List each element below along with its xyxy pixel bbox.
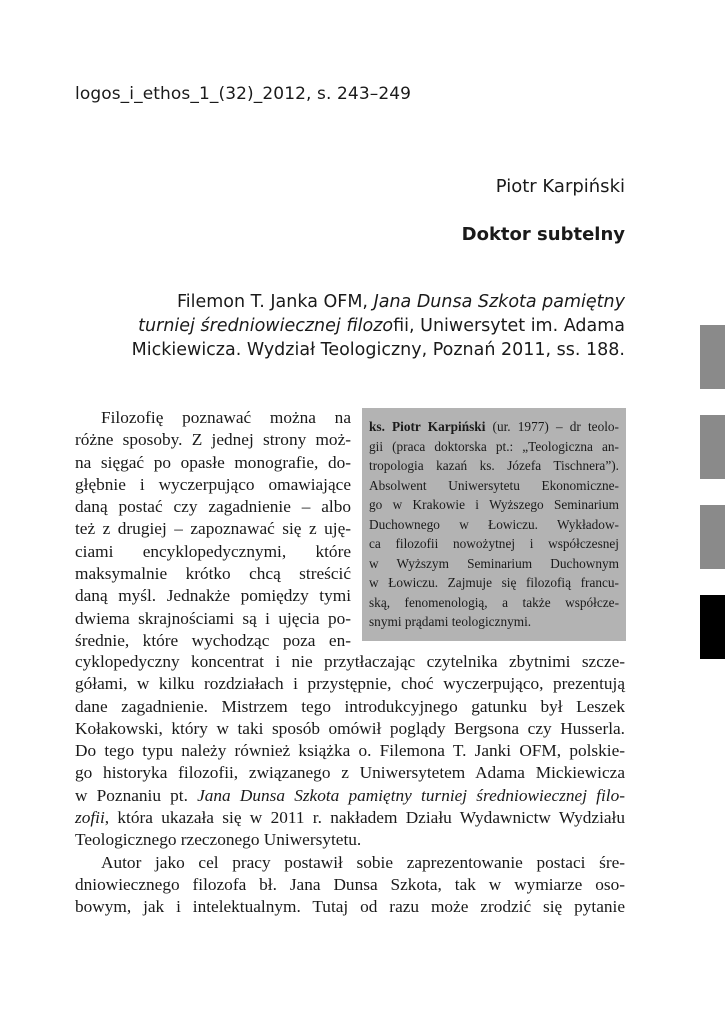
bio-line: w Łowiczu. Zajmuje się filozofią francu- <box>369 575 619 590</box>
article-author: Piotr Karpiński <box>495 176 625 197</box>
body-line: średnie, które wychodząc poza en- <box>75 630 351 650</box>
bio-line: Absolwent Uniwersytetu Ekonomiczne- <box>369 477 619 493</box>
bibliographic-note <box>65 290 625 362</box>
body-line: na sięgać po opasłe monografie, do- <box>75 452 351 472</box>
body-wide-column <box>75 651 625 919</box>
body-line <box>75 807 625 829</box>
section-tab-1 <box>700 325 725 389</box>
body-line: Do tego typu należy również książka o. Filemona T. Janki OFM, polskie- <box>75 741 625 761</box>
biblio-line-2 <box>65 314 625 338</box>
body-line: Filozofię poznawać można na <box>101 408 351 427</box>
body-line: dniowiecznego filozofa bł. Jana Dunsa Szkota, tak w wymiarze oso- <box>75 874 625 894</box>
book-title-italic: Jana Dunsa Szkota pamiętny turniej średniowiecznej filo- <box>197 785 625 805</box>
book-title-italic: zofii <box>75 808 105 828</box>
bio-line: ską, fenomenologią, a także współcze- <box>369 594 619 610</box>
body-line: też z drugiej – zapoznawać się z uję- <box>75 519 351 539</box>
body-line: go historyka filozofii, związanego z Uniwersytetem Adama Mickiewicza <box>75 763 625 783</box>
article-title: Doktor subtelny <box>461 224 625 245</box>
biblio-book-title-2: turniej średniowiecznej filozo <box>138 316 394 336</box>
biblio-author: Filemon T. Janka OFM, <box>176 292 374 312</box>
body-line: gółami, w kilku rozdziałach i przystępnie, choć wyczerpująco, prezentują <box>75 674 625 694</box>
journal-reference: logos_i_ethos_1_(32)_2012, s. 243–249 <box>75 84 412 104</box>
body-line: dane zagadnienie. Mistrzem tego introdukcyjnego gatunku był Leszek <box>75 696 625 716</box>
bio-line: w Wyższym Seminarium Duchownym <box>369 555 619 571</box>
bio-line: gii (praca doktorska pt.: „Teologiczna an- <box>369 438 619 454</box>
bio-line: ca filozofii nowożytnej i współczesnej <box>369 536 619 551</box>
section-tab-active <box>700 595 725 659</box>
body-line: daną postać czy zagadnienie – albo <box>75 497 351 517</box>
body-text: , która ukazała się w 2011 r. nakładem Działu Wydawnictw Wydziału <box>104 808 625 828</box>
section-tab-3 <box>700 505 725 569</box>
body-line: daną myśl. Jednakże pomiędzy tymi <box>75 586 351 606</box>
body-line: maksymalnie krótko chcą streścić <box>75 564 351 584</box>
body-line: dwiema skrajnościami są i ujęcia po- <box>75 608 351 628</box>
body-line: bowym, jak i intelektualnym. Tutaj od razu może zrodzić się pytanie <box>75 897 625 917</box>
biblio-publisher-1: fii, Uniwersytet im. Adama <box>393 316 625 336</box>
body-narrow-column <box>75 407 351 652</box>
bio-line: go w Krakowie i Wyższego Seminarium <box>369 497 619 512</box>
bio-name: ks. Piotr Karpiński <box>369 419 486 434</box>
section-tab-2 <box>700 415 725 479</box>
bio-line <box>369 417 619 437</box>
body-line <box>75 785 625 807</box>
bio-text: (ur. 1977) – dr teolo- <box>485 419 619 434</box>
biblio-book-title-1: Jana Dunsa Szkota pamiętny <box>373 292 625 312</box>
bio-line: tropologia kazań ks. Józefa Tischnera”). <box>369 458 619 473</box>
body-line: Autor jako cel pracy postawił sobie zaprezentowanie postaci śre- <box>101 852 625 872</box>
body-line: głębnie i wyczerpująco omawiające <box>75 474 351 494</box>
biblio-line-3: Mickiewicza. Wydział Teologiczny, Poznań 2011, ss. 188. <box>131 340 625 360</box>
biblio-line-1 <box>65 290 625 314</box>
body-line: Teologicznego rzeczonego Uniwersytetu. <box>75 830 362 850</box>
bio-line: snymi prądami teologicznymi. <box>369 614 532 629</box>
body-line: cyklopedyczny koncentrat i nie przytłaczając czytelnika zbytnimi szcze- <box>75 652 625 671</box>
body-text: w Poznaniu pt. <box>75 785 198 805</box>
body-line: ciami encyklopedycznymi, które <box>75 541 351 561</box>
body-line: Kołakowski, który w taki sposób omówił poglądy Bergsona czy Husserla. <box>75 718 625 738</box>
author-bio-box <box>362 408 626 641</box>
body-line: różne sposoby. Z jednej strony moż- <box>75 430 351 450</box>
bio-line: Duchownego w Łowiczu. Wykładow- <box>369 516 619 532</box>
